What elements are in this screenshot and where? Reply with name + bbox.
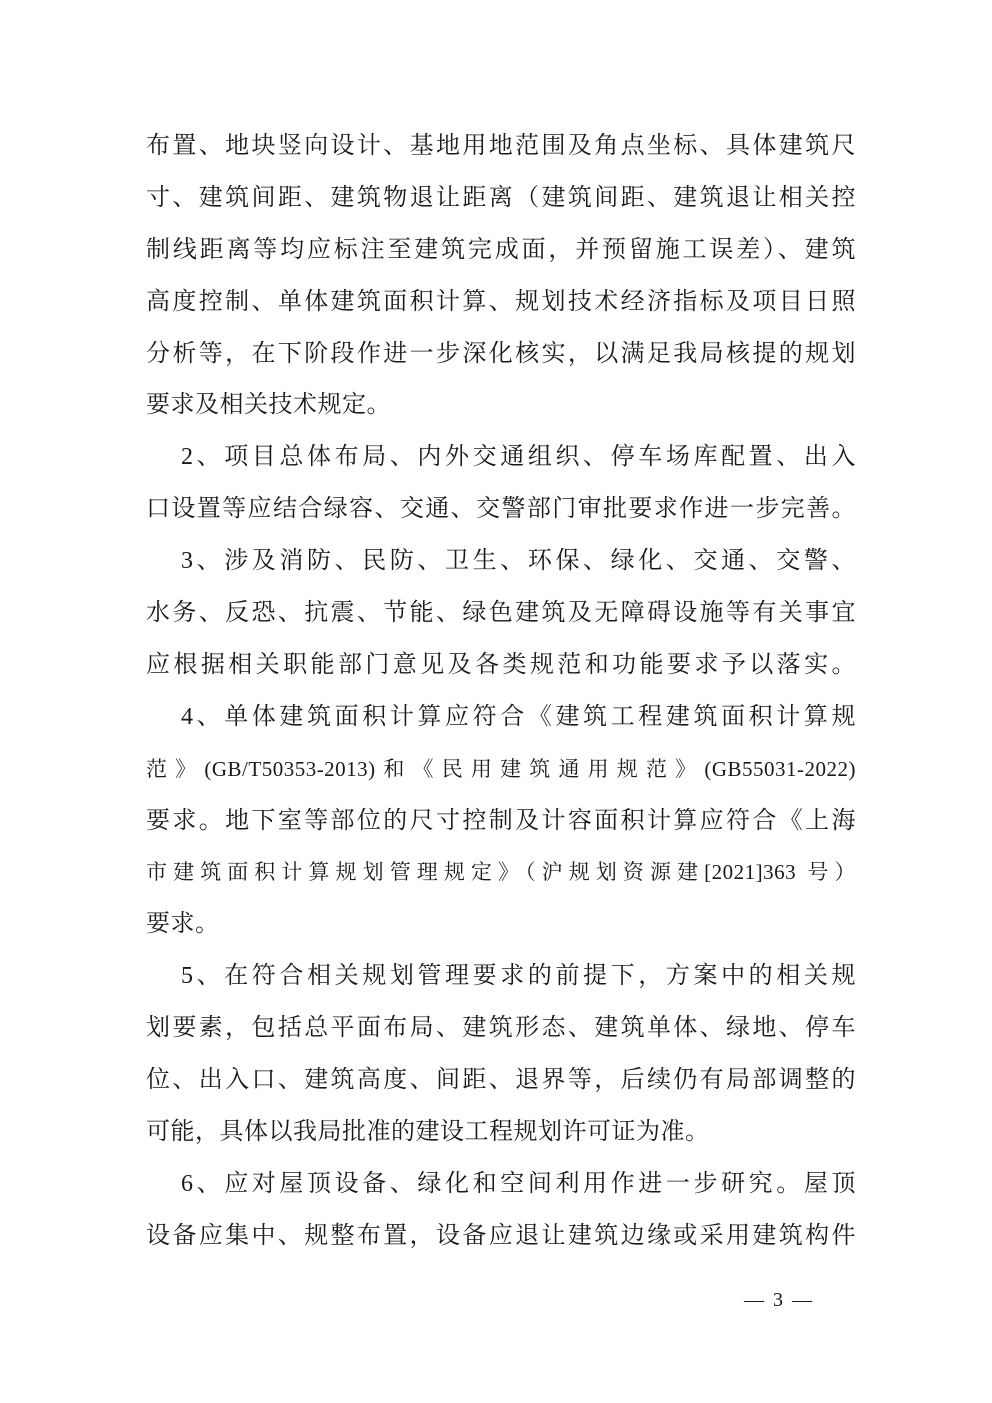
text-line: 4、单体建筑面积计算应符合《建筑工程建筑面积计算规 [181,703,856,730]
text-line: 应根据相关职能部门意见及各类规范和功能要求予以落实。 [146,651,856,678]
text-line: 要求。 [146,911,220,938]
text-line: 3、涉及消防、民防、卫生、环保、绿化、交通、交警、 [181,548,856,575]
paragraph-item-4 [146,692,856,951]
document-body [146,121,856,1263]
text-line: 要求及相关技术规定。 [146,392,391,419]
text-line: 设备应集中、规整布置，设备应退让建筑边缘或采用建筑构件 [146,1222,856,1249]
text-line: 6、应对屋顶设备、绿化和空间利用作进一步研究。屋顶 [181,1170,856,1197]
paragraph-continuation [146,121,856,432]
text-line: 要求。地下室等部位的尺寸控制及计容面积计算应符合《上海 [146,807,856,834]
text-line: 可能，具体以我局批准的建设工程规划许可证为准。 [146,1118,710,1145]
page-number: — 3 — [744,1289,814,1311]
page-footer [146,1286,856,1314]
paragraph-item-5 [146,951,856,1159]
text-line: 水务、反恐、抗震、节能、绿色建筑及无障碍设施等有关事宜 [146,600,856,627]
paragraph-item-3 [146,536,856,692]
text-line: 分析等，在下阶段作进一步深化核实，以满足我局核提的规划 [146,340,856,367]
text-line: 布置、地块竖向设计、基地用地范围及角点坐标、具体建筑尺 [146,133,856,159]
paragraph-item-2 [146,432,856,536]
text-line: 寸、建筑间距、建筑物退让距离（建筑间距、建筑退让相关控 [146,184,856,211]
text-line: 划要素，包括总平面布局、建筑形态、建筑单体、绿地、停车 [146,1015,856,1042]
text-line: 5、在符合相关规划管理要求的前提下，方案中的相关规 [181,963,856,990]
text-line: 高度控制、单体建筑面积计算、规划技术经济指标及项目日照 [146,288,856,315]
text-line: 市建筑面积计算规划管理规定》（沪规划资源建[2021]363 号） [146,860,856,885]
text-line: 位、出入口、建筑高度、间距、退界等，后续仍有局部调整的 [146,1067,856,1094]
text-line: 2、项目总体布局、内外交通组织、停车场库配置、出入 [181,444,856,471]
text-line: 口设置等应结合绿容、交通、交警部门审批要求作进一步完善。 [146,496,856,523]
text-line: 范》(GB/T50353-2013)和《民用建筑通用规范》(GB55031-2022) [146,756,856,781]
paragraph-item-6 [146,1159,856,1263]
text-line: 制线距离等均应标注至建筑完成面，并预留施工误差）、建筑 [146,236,856,263]
